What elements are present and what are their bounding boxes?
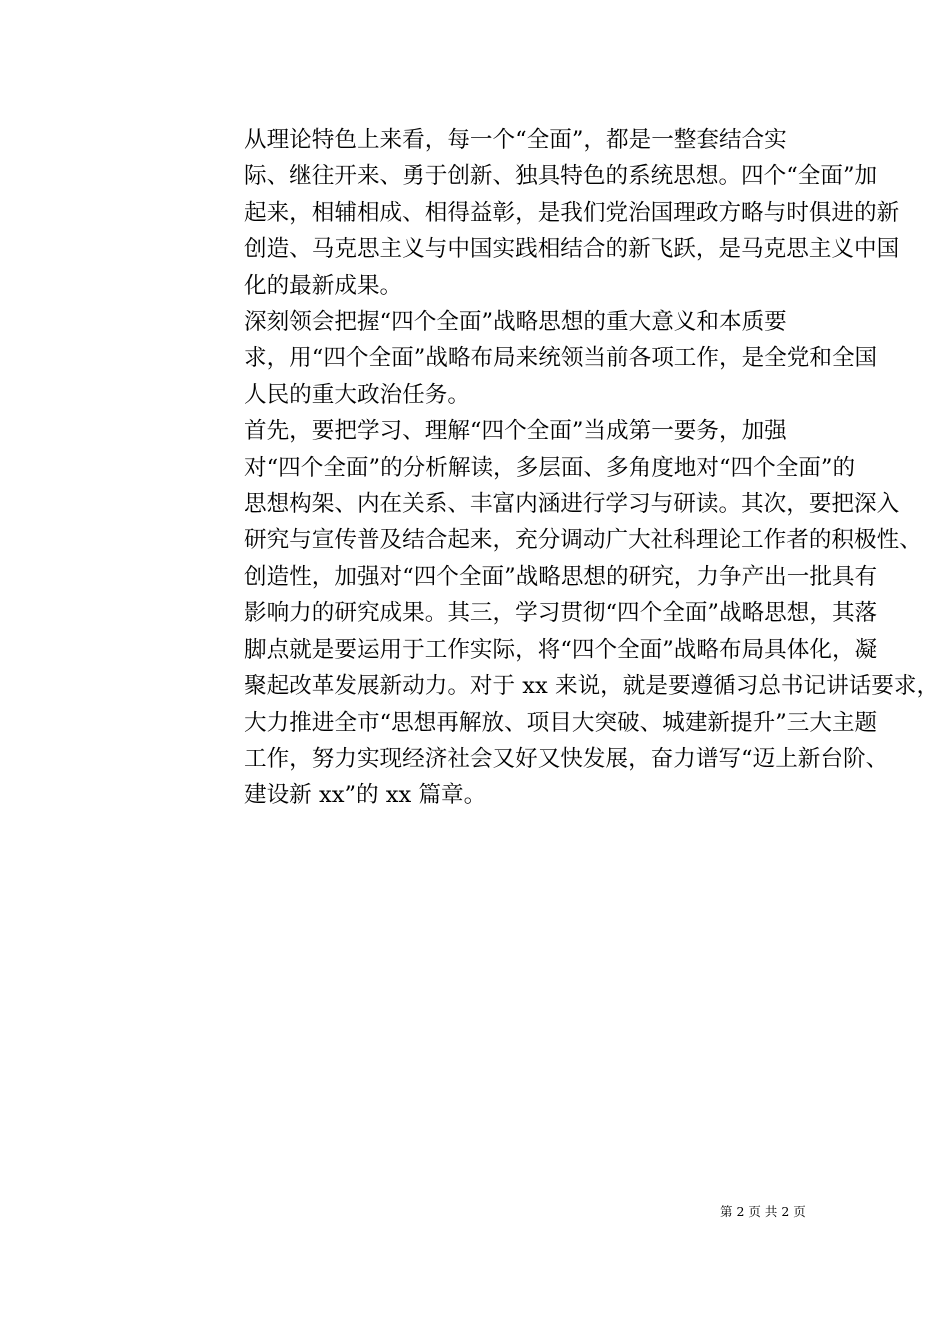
paragraph-line: 际、继往开来、勇于创新、独具特色的系统思想。四个“全面”加 bbox=[244, 163, 878, 190]
paragraph-line: 首先，要把学习、理解“四个全面”当成第一要务，加强 bbox=[244, 418, 787, 445]
paragraph-2 bbox=[144, 304, 878, 413]
paragraph-line: 大力推进全市“思想再解放、项目大突破、城建新提升”三大主题 bbox=[244, 709, 878, 736]
paragraph-1 bbox=[144, 122, 900, 304]
paragraph-line: 创造性，加强对“四个全面”战略思想的研究，力争产出一批具有 bbox=[244, 563, 878, 590]
paragraph-line: 工作，努力实现经济社会又好又快发展，奋力谱写“迈上新台阶、 bbox=[244, 745, 889, 772]
paragraph-line: 起来，相辅相成、相得益彰，是我们党治国理政方略与时俱进的新 bbox=[244, 199, 900, 226]
paragraph-line: 求，用“四个全面”战略布局来统领当前各项工作，是全党和全国 bbox=[244, 345, 878, 372]
paragraph-line: 化的最新成果。 bbox=[244, 272, 403, 299]
paragraph-line: 深刻领会把握“四个全面”战略思想的重大意义和本质要 bbox=[244, 309, 787, 336]
paragraph-line: 影响力的研究成果。其三，学习贯彻“四个全面”战略思想，其落 bbox=[244, 600, 878, 627]
paragraph-line: 对“四个全面”的分析解读，多层面、多角度地对“四个全面”的 bbox=[244, 454, 856, 481]
paragraph-line: 从理论特色上来看，每一个“全面”，都是一整套结合实 bbox=[244, 127, 787, 153]
paragraph-line: 建设新 xx”的 xx 篇章。 bbox=[244, 782, 487, 809]
paragraph-line: 研究与宣传普及结合起来，充分调动广大社科理论工作者的积极性、 bbox=[244, 527, 922, 554]
paragraph-3 bbox=[144, 413, 940, 813]
paragraph-line: 人民的重大政治任务。 bbox=[244, 381, 470, 408]
paragraph-line: 脚点就是要运用于工作实际，将“四个全面”战略布局具体化，凝 bbox=[244, 636, 878, 663]
document-body bbox=[144, 122, 940, 814]
paragraph-line: 思想构架、内在关系、丰富内涵进行学习与研读。其次，要把深入 bbox=[244, 491, 900, 518]
paragraph-line: 聚起改革发展新动力。对于 xx 来说，就是要遵循习总书记讲话要求， bbox=[244, 673, 940, 700]
paragraph-line: 创造、马克思主义与中国实践相结合的新飞跃，是马克思主义中国 bbox=[244, 236, 900, 263]
page-number-footer: 第 2 页 共 2 页 bbox=[720, 1204, 806, 1219]
